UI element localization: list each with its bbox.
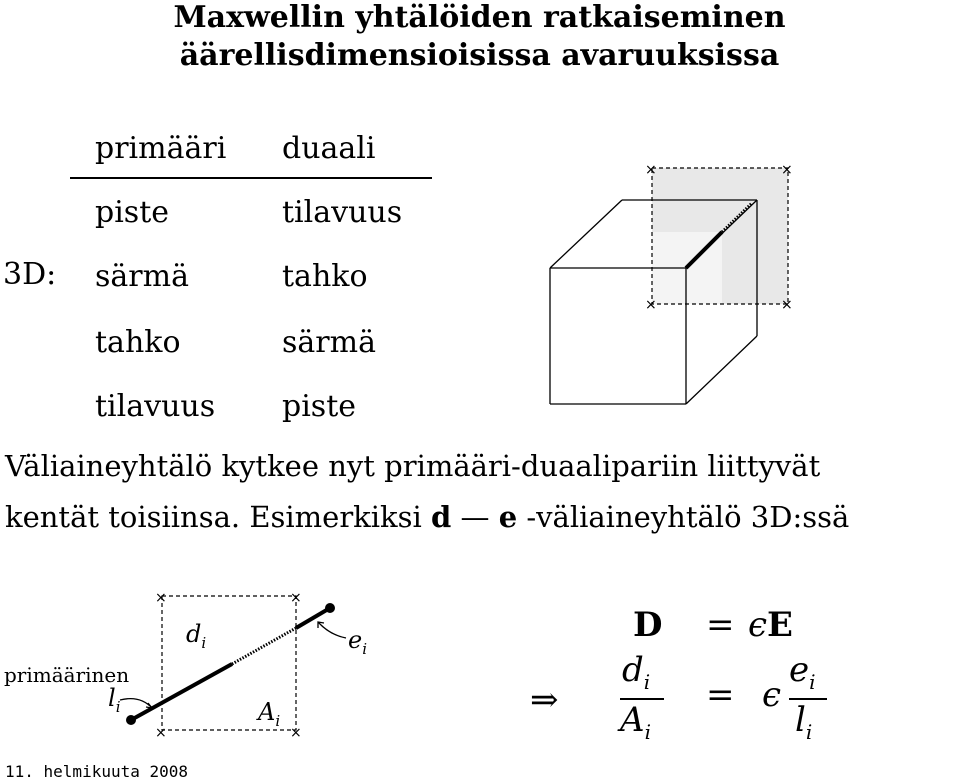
cell-dual-0: tilavuus <box>282 195 403 230</box>
primary-edge-end <box>296 608 330 628</box>
page-title-line2: äärellisdimensioisissa avaruuksissa <box>179 38 780 73</box>
cell-primary-1: särmä <box>95 259 189 294</box>
label-A-i: $A_i$ <box>258 698 281 730</box>
cell-primary-2: tahko <box>95 325 181 360</box>
edge-diagram <box>120 590 346 741</box>
dash: — <box>460 500 490 534</box>
eq-D-bold: D <box>633 605 663 645</box>
cell-primary-0: piste <box>95 195 170 230</box>
cell-primary-3: tilavuus <box>95 389 216 424</box>
paragraph-line2-prefix: kentät toisiinsa. Esimerkiksi <box>5 500 422 534</box>
svg-text:×: × <box>290 590 302 606</box>
row-label-3d: 3D: <box>3 257 57 292</box>
svg-text:×: × <box>781 162 793 178</box>
paragraph-line2-suffix: -väliaineyhtälö 3D:ssä <box>526 500 850 534</box>
frac-den-A: $A_i$ <box>620 700 651 744</box>
eq-eps-E: ϵE <box>748 605 793 645</box>
paragraph-line1: Väliaineyhtälö kytkee nyt primääri-duaalipariin liittyvät <box>5 449 821 483</box>
cell-dual-3: piste <box>282 389 357 424</box>
cube-diagram <box>550 162 793 404</box>
label-e-i: $e_i$ <box>348 626 368 658</box>
footer-date: 11. helmikuuta 2008 <box>5 762 189 781</box>
svg-text:×: × <box>645 297 657 313</box>
implies-arrow: ⇒ <box>530 680 559 720</box>
header-primary: primääri <box>95 131 227 166</box>
svg-text:×: × <box>645 162 657 178</box>
primary-edge-visible <box>131 664 232 720</box>
e-arrow <box>318 622 346 638</box>
symbol-e-bold: e <box>498 500 518 534</box>
svg-text:×: × <box>155 590 167 606</box>
frac-num-d: $d_i$ <box>622 650 651 694</box>
symbol-d-bold: d <box>430 500 452 534</box>
primary-edge-dotted <box>232 628 296 664</box>
edge-start-node <box>126 715 136 725</box>
page-title-line1: Maxwellin yhtälöiden ratkaiseminen <box>173 0 786 35</box>
frac-den-l: $l_i$ <box>795 700 813 744</box>
label-d-i: $d_i$ <box>186 620 207 652</box>
svg-text:×: × <box>781 297 793 313</box>
frac-num-e: $e_i$ <box>789 650 816 694</box>
header-dual: duaali <box>282 131 376 166</box>
edge-end-node <box>325 603 335 613</box>
cell-dual-1: tahko <box>282 259 368 294</box>
label-l-i: $l_i$ <box>108 684 121 716</box>
cell-dual-2: särmä <box>282 325 376 360</box>
svg-text:×: × <box>290 725 302 741</box>
eq-eps-2: ϵ <box>762 675 782 715</box>
eq-equals-2: = <box>706 675 735 715</box>
svg-text:×: × <box>155 725 167 741</box>
eq-equals-1: = <box>706 605 735 645</box>
label-primary: primäärinen <box>4 663 130 687</box>
